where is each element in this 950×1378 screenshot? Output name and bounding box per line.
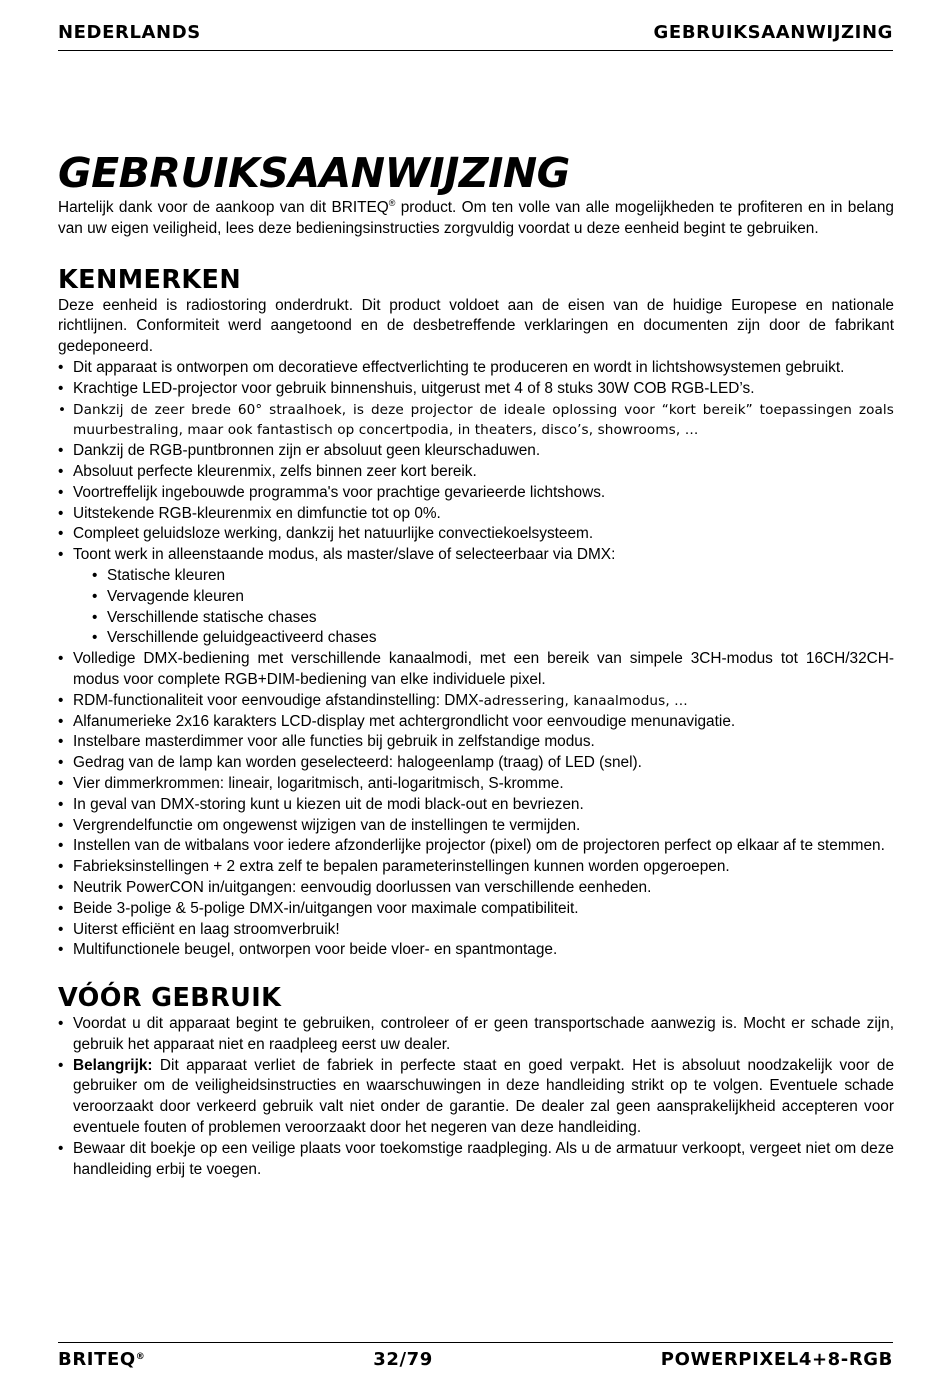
header-doc-title: GEBRUIKSAANWIJZING (653, 22, 893, 43)
feature-item: • Compleet geluidsloze werking, dankzij het natuurlijke convectiekoelsysteem. (58, 524, 894, 545)
rdm-text-end: adressering, kanaalmodus, … (483, 692, 688, 709)
footer-brand-name: BRITEQ (58, 1349, 136, 1370)
footer-brand (58, 1347, 145, 1373)
page-title: GEBRUIKSAANWIJZING (58, 149, 570, 197)
feature-item-rdm (58, 691, 894, 712)
feature-item: • Absoluut perfecte kleurenmix, zelfs binnen zeer kort bereik. (58, 462, 894, 483)
features-list-continued (58, 649, 894, 961)
features-heading: KENMERKEN (58, 264, 242, 295)
page-footer (58, 1342, 893, 1373)
feature-item: • Gedrag van de lamp kan worden geselecteerd: halogeenlamp (traag) of LED (snel). (58, 753, 894, 774)
rdm-text-start: RDM-functionaliteit voor eenvoudige afstandinstelling: DMX- (73, 691, 484, 709)
before-use-heading: VÓÓR GEBRUIK (58, 983, 282, 1014)
page-header (58, 22, 893, 51)
feature-item: • Neutrik PowerCON in/uitgangen: eenvoudig doorlussen van verschillende eenheden. (58, 878, 894, 899)
mode-item: • Statische kleuren (92, 566, 894, 587)
feature-item: • Beide 3-polige & 5-polige DMX-in/uitgangen voor maximale compatibiliteit. (58, 899, 894, 920)
intro-paragraph (58, 198, 894, 240)
feature-item: • Voortreffelijk ingebouwde programma's voor prachtige gevarieerde lichtshows. (58, 483, 894, 504)
feature-item: • Uiterst efficiënt en laag stroomverbruik! (58, 920, 894, 941)
feature-item: • Volledige DMX-bediening met verschillende kanaalmodi, met een bereik van simpele 3CH-modus tot 16CH/32CH-modus voor complete RGB+DIM-bediening van elke individuele pixel. (58, 649, 894, 691)
intro-text-start: Hartelijk dank voor de aankoop van dit BRITEQ (58, 199, 389, 216)
mode-item: • Vervagende kleuren (92, 587, 894, 608)
feature-item: • Dankzij de zeer brede 60° straalhoek, is deze projector de ideale oplossing voor “kort bereik” toepassingen zoals muurbestraling, maar ook fantastisch op concertpodia, in theaters, disco’s, showrooms, … (58, 400, 894, 442)
feature-item: • In geval van DMX-storing kunt u kiezen uit de modi black-out en bevriezen. (58, 795, 894, 816)
feature-item: • Instelbare masterdimmer voor alle functies bij gebruik in zelfstandige modus. (58, 732, 894, 753)
page-content (58, 148, 894, 1180)
features-intro: Deze eenheid is radiostoring onderdrukt. Dit product voldoet aan de eisen van de huidige Europese en nationale richtlijnen. Conformiteit werd aangetoond en de desbetreffende verklaringen en documenten zijn door de fabrikant gedeponeerd. (58, 296, 894, 356)
registered-mark: ® (388, 198, 396, 208)
features-list (58, 358, 894, 566)
feature-item: • Dit apparaat is ontworpen om decoratieve effectverlichting te produceren en wordt in lichtshowsystemen gebruikt. (58, 358, 894, 379)
footer-registered-mark: ® (135, 1352, 146, 1362)
page-number: 32/79 (373, 1349, 433, 1370)
header-language: NEDERLANDS (58, 22, 201, 43)
footer-model: POWERPIXEL4+8-RGB (660, 1349, 893, 1370)
important-label: Belangrijk: (73, 1056, 153, 1074)
feature-item: • Alfanumerieke 2x16 karakters LCD-display met achtergrondlicht voor eenvoudige menunavigatie. (58, 712, 894, 733)
feature-item: • Vier dimmerkrommen: lineair, logaritmisch, anti-logaritmisch, S-kromme. (58, 774, 894, 795)
intro-text-end: product. Om ten volle van alle mogelijkheden te profiteren en in belang van uw eigen veiligheid, lees deze bedieningsinstructies zorgvuldig voordat u deze eenheid begint te gebruiken. (58, 199, 894, 237)
important-text: Dit apparaat verliet de fabriek in perfecte staat en goed verpakt. Het is absoluut noodzakelijk voor de gebruiker om de veiligheidsinstructies en waarschuwingen in deze handleiding strikt op te volgen. Eventuele schade veroorzaakt door verkeerd gebruik valt niet onder de garantie. De dealer zal geen aansprakelijkheid accepteren voor eventuele fouten of problemen veroorzaakt door het negeren van deze handleiding. (73, 1056, 894, 1137)
feature-item: • Krachtige LED-projector voor gebruik binnenshuis, uitgerust met 4 of 8 stuks 30W COB RGB-LED’s. (58, 379, 894, 400)
before-use-item-important (58, 1056, 894, 1139)
before-use-item: • Bewaar dit boekje op een veilige plaats voor toekomstige raadpleging. Als u de armatuur verkoopt, vergeet niet om deze handleiding erbij te voegen. (58, 1139, 894, 1181)
feature-item: • Dankzij de RGB-puntbronnen zijn er absoluut geen kleurschaduwen. (58, 441, 894, 462)
feature-item: • Instellen van de witbalans voor iedere afzonderlijke projector (pixel) om de projectoren perfect op elkaar af te stemmen. (58, 836, 894, 857)
modes-list (58, 566, 894, 649)
feature-item: • Toont werk in alleenstaande modus, als master/slave of selecteerbaar via DMX: (58, 545, 894, 566)
feature-item: • Uitstekende RGB-kleurenmix en dimfunctie tot op 0%. (58, 504, 894, 525)
before-use-list (58, 1014, 894, 1180)
mode-item: • Verschillende geluidgeactiveerd chases (92, 628, 894, 649)
feature-item: • Vergrendelfunctie om ongewenst wijzigen van de instellingen te vermijden. (58, 816, 894, 837)
before-use-item: • Voordat u dit apparaat begint te gebruiken, controleer of er geen transportschade aanwezig is. Mocht er schade zijn, gebruik het apparaat niet en raadpleeg eerst uw dealer. (58, 1014, 894, 1056)
mode-item: • Verschillende statische chases (92, 608, 894, 629)
feature-item: • Fabrieksinstellingen + 2 extra zelf te bepalen parameterinstellingen kunnen worden opgeroepen. (58, 857, 894, 878)
feature-item: • Multifunctionele beugel, ontworpen voor beide vloer- en spantmontage. (58, 940, 894, 961)
